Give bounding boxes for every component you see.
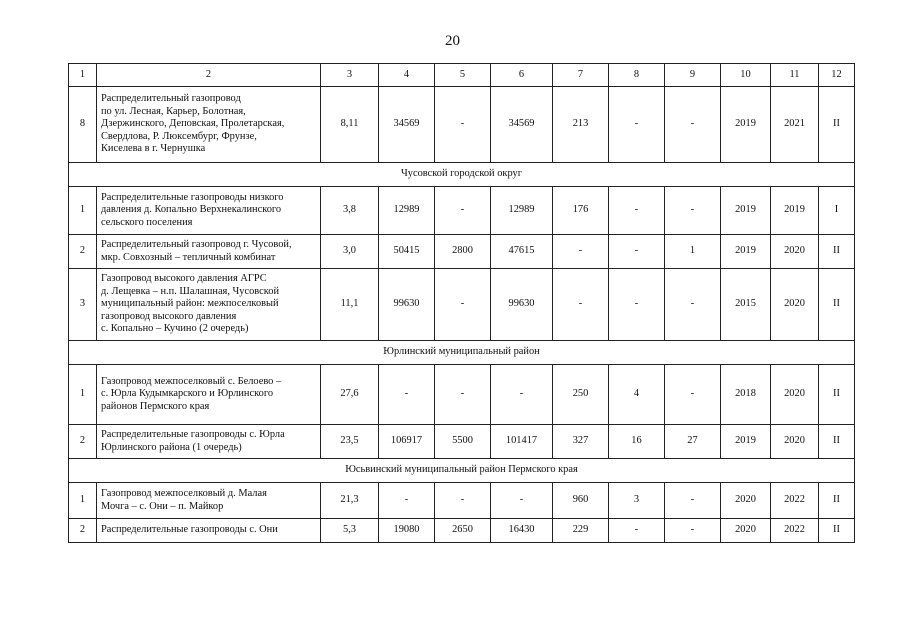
table-cell: 19080 [379, 519, 435, 543]
table-cell: 34569 [491, 87, 553, 163]
table-cell: - [435, 187, 491, 235]
table-cell: I [819, 187, 855, 235]
table-row [69, 425, 855, 459]
table-cell: 2 [69, 425, 97, 459]
table-cell: 2 [69, 235, 97, 269]
table-cell: - [435, 483, 491, 519]
table-cell: 2022 [771, 483, 819, 519]
column-header: 11 [771, 64, 819, 87]
table-cell: 8,11 [321, 87, 379, 163]
column-header: 10 [721, 64, 771, 87]
object-name-cell: Газопровод высокого давления АГРС д. Лещевка – н.п. Шалашная, Чусовской муниципальный район: межпоселковый газопровод высокого давления с. Копально – Кучино (2 очередь) [97, 269, 321, 341]
table-cell: - [609, 87, 665, 163]
table-cell: 27 [665, 425, 721, 459]
table-cell: 106917 [379, 425, 435, 459]
table-row [69, 269, 855, 341]
table-cell: 8 [69, 87, 97, 163]
table-cell: 1 [69, 187, 97, 235]
object-name-cell: Газопровод межпоселковый д. Малая Мочга – с. Они – п. Майкор [97, 483, 321, 519]
table-cell: 21,3 [321, 483, 379, 519]
table-cell: 2019 [721, 235, 771, 269]
table-cell: 3,8 [321, 187, 379, 235]
table-cell: 3,0 [321, 235, 379, 269]
table-row [69, 235, 855, 269]
table-cell: 2020 [771, 269, 819, 341]
object-name-cell: Распределительные газопроводы низкого давления д. Копально Верхнекалинского сельского поселения [97, 187, 321, 235]
table-cell: 960 [553, 483, 609, 519]
table-cell: - [435, 365, 491, 425]
table-cell: 99630 [491, 269, 553, 341]
table-cell: II [819, 235, 855, 269]
table-cell: 12989 [491, 187, 553, 235]
table-cell: 2020 [721, 519, 771, 543]
table-cell: 23,5 [321, 425, 379, 459]
table-row [69, 483, 855, 519]
table-cell: 4 [609, 365, 665, 425]
table-cell: - [435, 269, 491, 341]
section-title: Юрлинский муниципальный район [69, 341, 855, 365]
table-cell: - [435, 87, 491, 163]
table-cell: - [379, 483, 435, 519]
table-cell: 2015 [721, 269, 771, 341]
section-header-row [69, 459, 855, 483]
column-number-row [69, 64, 855, 87]
column-header: 4 [379, 64, 435, 87]
table-cell: 2020 [721, 483, 771, 519]
table-cell: 2019 [721, 87, 771, 163]
section-header-row [69, 163, 855, 187]
table-cell: 1 [69, 365, 97, 425]
table-cell: - [665, 365, 721, 425]
table-cell: 2022 [771, 519, 819, 543]
object-name-cell: Газопровод межпоселковый с. Белоево – с. Юрла Кудымкарского и Юрлинского районов Пермского края [97, 365, 321, 425]
table-cell: 2020 [771, 235, 819, 269]
table-cell: II [819, 519, 855, 543]
object-name-cell: Распределительные газопроводы с. Они [97, 519, 321, 543]
table-cell: - [665, 269, 721, 341]
table-cell: - [553, 235, 609, 269]
table-cell: - [553, 269, 609, 341]
table-cell: 101417 [491, 425, 553, 459]
object-name-cell: Распределительные газопроводы с. Юрла Юрлинского района (1 очередь) [97, 425, 321, 459]
table-cell: 2800 [435, 235, 491, 269]
page-number: 20 [445, 33, 460, 49]
table-cell: 176 [553, 187, 609, 235]
object-name-cell: Распределительный газопровод по ул. Лесная, Карьер, Болотная, Дзержинского, Деповская, Пролетарская, Свердлова, Р. Люксембург, Фрунзе, Киселева в г. Чернушка [97, 87, 321, 163]
table-cell: 2 [69, 519, 97, 543]
column-header: 1 [69, 64, 97, 87]
table-cell: 16430 [491, 519, 553, 543]
table-cell: 34569 [379, 87, 435, 163]
section-title: Чусовской городской округ [69, 163, 855, 187]
column-header: 8 [609, 64, 665, 87]
table-cell: - [609, 519, 665, 543]
table-row [69, 365, 855, 425]
table-cell: 11,1 [321, 269, 379, 341]
table-cell: 99630 [379, 269, 435, 341]
table-cell: 2650 [435, 519, 491, 543]
table-cell: 5500 [435, 425, 491, 459]
table-cell: - [379, 365, 435, 425]
column-header: 5 [435, 64, 491, 87]
table-cell: 2019 [721, 187, 771, 235]
table-cell: - [665, 187, 721, 235]
table-cell: 1 [69, 483, 97, 519]
column-header: 3 [321, 64, 379, 87]
table-cell: II [819, 269, 855, 341]
column-header: 6 [491, 64, 553, 87]
table-cell: - [665, 87, 721, 163]
table-cell: - [491, 365, 553, 425]
column-header: 2 [97, 64, 321, 87]
table-row [69, 187, 855, 235]
table-cell: 2021 [771, 87, 819, 163]
table-cell: II [819, 483, 855, 519]
table-cell: II [819, 425, 855, 459]
table-cell: 1 [665, 235, 721, 269]
table-cell: 2020 [771, 425, 819, 459]
table-cell: 2018 [721, 365, 771, 425]
table-cell: - [609, 235, 665, 269]
column-header: 7 [553, 64, 609, 87]
table-row [69, 519, 855, 543]
table-cell: - [665, 519, 721, 543]
table-cell: 5,3 [321, 519, 379, 543]
table-cell: 16 [609, 425, 665, 459]
table-cell: - [491, 483, 553, 519]
object-name-cell: Распределительный газопровод г. Чусовой, мкр. Совхозный – тепличный комбинат [97, 235, 321, 269]
table-cell: II [819, 365, 855, 425]
table-cell: 27,6 [321, 365, 379, 425]
table-row [69, 87, 855, 163]
table-cell: - [609, 269, 665, 341]
section-header-row [69, 341, 855, 365]
table-cell: 3 [609, 483, 665, 519]
table-cell: 2020 [771, 365, 819, 425]
table-cell: 47615 [491, 235, 553, 269]
table-cell: 229 [553, 519, 609, 543]
section-title: Юсьвинский муниципальный район Пермского края [69, 459, 855, 483]
table-cell: - [609, 187, 665, 235]
column-header: 12 [819, 64, 855, 87]
gas-pipeline-table [68, 63, 855, 543]
table-body [69, 64, 855, 543]
table-cell: 2019 [721, 425, 771, 459]
column-header: 9 [665, 64, 721, 87]
table-cell: 327 [553, 425, 609, 459]
table-cell: 50415 [379, 235, 435, 269]
table-cell: 12989 [379, 187, 435, 235]
table-cell: 250 [553, 365, 609, 425]
table-cell: 3 [69, 269, 97, 341]
table-cell: 2019 [771, 187, 819, 235]
table-cell: - [665, 483, 721, 519]
table-cell: II [819, 87, 855, 163]
table-cell: 213 [553, 87, 609, 163]
